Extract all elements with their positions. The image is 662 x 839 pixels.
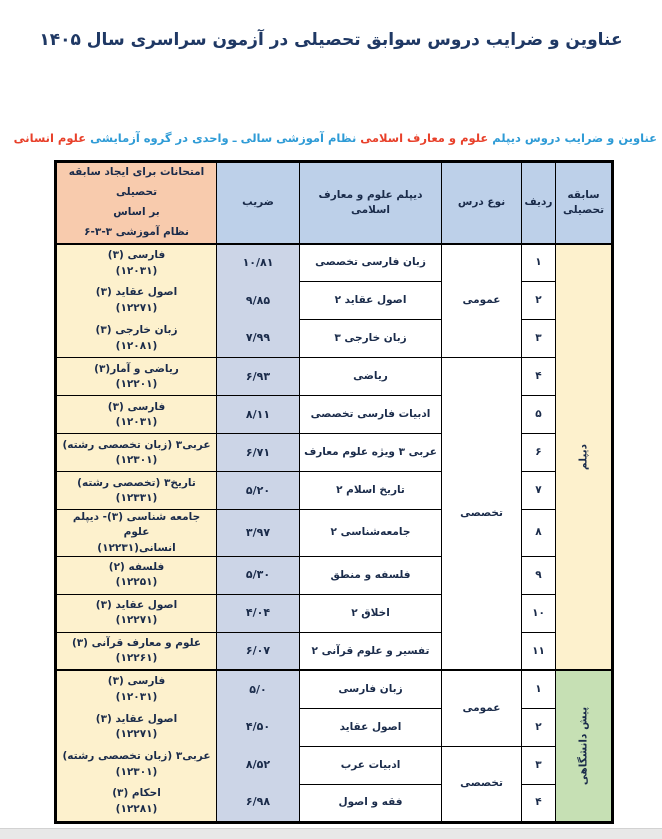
course-cell: تاریخ اسلام ۲ [300,472,442,510]
exam-code: (۱۲۲۷۱) [115,728,158,741]
table-row [56,396,613,434]
coefficient-value: ۵/۰ [249,682,267,696]
header-diploma-title: دیپلم علوم و معارف اسلامی [300,162,442,244]
exam-code: انسانی(۱۲۲۳۱) [97,541,176,554]
exam-group-cell [56,244,217,358]
row-number-cell: ۱۱ [522,632,556,670]
coefficient-value: ۴/۵۰ [245,720,271,734]
exam-cell [56,434,217,472]
row-number-cell: ۴ [522,784,556,822]
subtitle-part-1: عناوین و ضرایب دروس دیپلم [488,131,657,145]
row-number-cell: ۲ [522,708,556,746]
coefficient-value: ۹/۸۵ [245,293,271,307]
course-type-special: تخصصی [442,746,522,822]
exam-code: (۱۲۰۳۱) [115,691,158,704]
table-row [56,244,613,282]
table-row [56,472,613,510]
coefficient-cell: ۸/۱۱ [217,396,300,434]
exam-cell [56,472,217,510]
exam-name: عربی۳ (زبان تخصصی رشته) [62,750,211,763]
header-coefficient: ضریب [217,162,300,244]
exam-name: اصول عقاید (۳) [95,286,178,299]
section-label-pre-university-text: پیش دانشگاهی [576,707,589,786]
coefficients-table [54,160,614,824]
course-cell: ریاضی [300,358,442,396]
header-course-type: نوع درس [442,162,522,244]
exam-code: (۱۲۲۶۱) [115,652,158,665]
coefficient-cell: ۴/۰۴ [217,594,300,632]
subtitle-part-3: نظام آموزشی سالی ـ واحدی در گروه آزمایشی [86,131,361,145]
coefficient-cell: ۳/۹۷ [217,510,300,557]
row-number-cell: ۳ [522,746,556,784]
coefficient-cell: ۵/۲۰ [217,472,300,510]
row-number-cell: ۵ [522,396,556,434]
course-cell: اصول عقاید [300,708,442,746]
header-exams-line2: بر اساس [113,205,160,218]
course-cell: زبان فارسی [300,670,442,708]
exam-name: جامعه شناسی (۳)- دیپلم علوم [72,511,201,539]
course-type-special: تخصصی [442,358,522,671]
row-number-cell: ۲ [522,282,556,320]
row-number-cell: ۱ [522,244,556,282]
exam-cell [56,594,217,632]
exam-code: (۱۲۲۸۱) [115,803,158,816]
exam-name: فارسی (۳) [107,248,166,261]
exam-name: فلسفه (۲) [108,561,165,574]
course-cell: فقه و اصول [300,784,442,822]
row-number-cell: ۴ [522,358,556,396]
exam-cell [56,556,217,594]
exam-entry [57,709,216,746]
table-row [56,670,613,708]
coefficient-cell: ۵/۳۰ [217,556,300,594]
exam-code: (۱۲۳۰۱) [115,453,158,466]
course-cell: تفسیر و علوم قرآنی ۲ [300,632,442,670]
page-title: عناوین و ضرایب دروس سوابق تحصیلی در آزمون سراسری سال ۱۴۰۵ [39,30,623,50]
table-row [56,434,613,472]
exam-cell [56,510,217,557]
exam-code: (۱۲۲۷۱) [115,614,158,627]
exam-entry [57,245,216,283]
header-exams-line1: امتحانات برای ایجاد سابقه تحصیلی [68,166,205,198]
exam-entry [57,746,216,783]
section-label-diploma-text: دیپلم [576,444,589,471]
exam-name: ریاضی و آمار(۳) [94,362,179,375]
coefficient-cell: ۶/۹۳ [217,358,300,396]
exam-entry [57,282,216,320]
exam-code: (۱۲۲۵۱) [115,576,158,589]
exam-name: اصول عقاید (۳) [95,712,178,725]
course-cell: زبان خارجی ۳ [300,320,442,358]
section-label-pre-university [556,670,613,822]
course-type-general: عمومی [442,670,522,746]
exam-cell [56,358,217,396]
exam-cell [56,396,217,434]
course-type-general: عمومی [442,244,522,358]
course-cell: عربی ۳ ویژه علوم معارف [300,434,442,472]
exam-code: (۱۲۰۳۱) [115,264,158,277]
coefficient-value: ۶/۹۸ [245,794,271,808]
coefficient-value: ۸/۵۲ [245,757,271,771]
row-number-cell: ۸ [522,510,556,557]
exam-code: (۱۲۳۰۱) [115,765,158,778]
course-cell: ادبیات فارسی تخصصی [300,396,442,434]
exam-entry [57,784,216,821]
row-number-cell: ۱۰ [522,594,556,632]
table-row [56,556,613,594]
exam-code: (۱۲۳۳۱) [115,491,158,504]
exam-name: فارسی (۳) [107,400,166,413]
coefficient-cell: ۶/۷۱ [217,434,300,472]
header-exams-line3: نظام آموزشی ۳-۳-۶ [84,225,189,238]
course-cell: ادبیات عرب [300,746,442,784]
exam-name: زبان خارجی (۳) [95,323,178,336]
exam-code: (۱۲۰۳۱) [115,415,158,428]
row-number-cell: ۷ [522,472,556,510]
exam-code: (۱۲۰۸۱) [115,339,158,352]
exam-group-cell [56,670,217,822]
exam-name: فارسی (۳) [107,675,166,688]
table-subtitle [14,131,657,145]
header-exams [56,162,217,244]
exam-name: اصول عقاید (۳) [95,599,178,612]
table-row [56,632,613,670]
exam-name: عربی۳ (زبان تخصصی رشته) [62,438,211,451]
table-header-row [56,162,613,244]
exam-code: (۱۲۲۰۱) [115,377,158,390]
exam-cell [56,632,217,670]
exam-entry [57,671,216,708]
exam-name: علوم و معارف قرآنی (۳) [71,636,202,649]
coefficient-value: ۱۰/۸۱ [242,256,274,270]
row-number-cell: ۱ [522,670,556,708]
section-label-diploma [556,244,613,671]
subtitle-part-4: علوم انسانی [13,131,87,145]
coefficient-group-cell [217,244,300,358]
page-bottom-edge [0,828,662,839]
coefficient-value: ۷/۹۹ [245,331,271,345]
subtitle-part-2: علوم و معارف اسلامی [360,131,489,145]
course-cell: فلسفه و منطق [300,556,442,594]
exam-entry [57,320,216,358]
exam-name: احکام (۳) [112,787,161,800]
header-record: سابقه تحصیلی [556,162,613,244]
exam-name: تاریخ۳ (تخصصی رشته) [77,476,196,489]
course-cell: اصول عقاید ۲ [300,282,442,320]
header-row-number: ردیف [522,162,556,244]
table-row [56,594,613,632]
row-number-cell: ۶ [522,434,556,472]
course-cell: اخلاق ۲ [300,594,442,632]
exam-code: (۱۲۲۷۱) [115,302,158,314]
course-cell: زبان فارسی تخصصی [300,244,442,282]
course-cell: جامعه‌شناسی ۲ [300,510,442,557]
coefficient-cell: ۶/۰۷ [217,632,300,670]
row-number-cell: ۹ [522,556,556,594]
row-number-cell: ۳ [522,320,556,358]
coefficient-group-cell [217,670,300,822]
table-row [56,358,613,396]
table-row [56,510,613,557]
